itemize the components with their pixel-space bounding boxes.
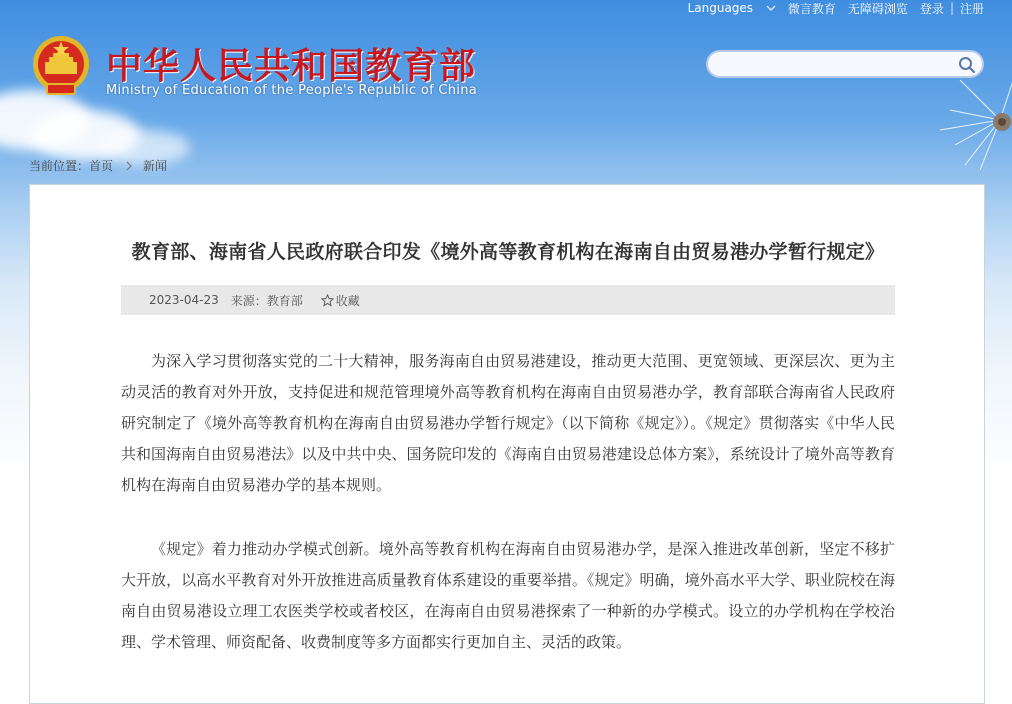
article-paragraph: 为深入学习贯彻落实党的二十大精神，服务海南自由贸易港建设，推动更大范围、更宽领域、更深层次、更为主动灵活的教育对外开放，支持促进和规范管理境外高等教育机构在海南自由贸易港办学，教育部联合海南省人民政府研究制定了《境外高等教育机构在海南自由贸易港办学暂行规定》（以下简称《规定》）。《规定》贯彻落实《中华人民共和国海南自由贸易港法》以及中共中央、国务院印发的《海南自由贸易港建设总体方案》，系统设计了境外高等教育机构在海南自由贸易港办学的基本规则。: [121, 352, 895, 494]
dandelion-decoration: [920, 70, 1012, 190]
article-panel: [29, 184, 985, 704]
article-meta-bar: [121, 285, 895, 315]
nav-separator: |: [949, 1, 954, 15]
chevron-right-icon: [125, 161, 133, 171]
favorite-button[interactable]: [321, 292, 360, 309]
breadcrumb-prefix: 当前位置：: [29, 159, 90, 173]
breadcrumb-current-link[interactable]: 新闻: [143, 159, 168, 173]
accessibility-link[interactable]: 无障碍浏览: [847, 1, 908, 16]
login-link[interactable]: 登录: [919, 1, 944, 16]
languages-label: Languages: [687, 1, 754, 15]
article-paragraph: 《规定》着力推动办学模式创新。境外高等教育机构在海南自由贸易港办学，是深入推进改革创新，坚定不移扩大开放，以高水平教育对外开放推进高质量教育体系建设的重要举措。《规定》明确，境外高水平大学、职业院校在海南自由贸易港设立理工农医类学校或者校区，在海南自由贸易港探索了一种新的办学模式。设立的办学机构在学校治理、学术管理、师资配备、收费制度等多方面都实行更加自主、灵活的政策。: [121, 540, 895, 651]
search-icon[interactable]: [958, 56, 976, 74]
breadcrumb: [29, 157, 167, 174]
chevron-down-icon: [766, 4, 776, 12]
national-emblem-icon[interactable]: [31, 34, 91, 98]
languages-menu[interactable]: [676, 1, 782, 15]
top-navigation: [676, 0, 990, 16]
star-icon: [321, 294, 334, 307]
site-title[interactable]: 中华人民共和国教育部: [106, 45, 477, 87]
article-source: 来源：教育部: [230, 293, 303, 308]
site-subtitle: Ministry of Education of the People's Republic of China: [106, 83, 478, 98]
weibo-link[interactable]: 微言教育: [787, 1, 836, 16]
breadcrumb-home-link[interactable]: 首页: [89, 159, 114, 173]
publish-date: 2023-04-23: [149, 293, 219, 307]
search-box: [706, 50, 984, 78]
favorite-label: 收藏: [335, 293, 360, 308]
article-title: 教育部、海南省人民政府联合印发《境外高等教育机构在海南自由贸易港办学暂行规定》: [131, 241, 885, 263]
search-input[interactable]: [716, 55, 960, 75]
register-link[interactable]: 注册: [959, 1, 984, 16]
